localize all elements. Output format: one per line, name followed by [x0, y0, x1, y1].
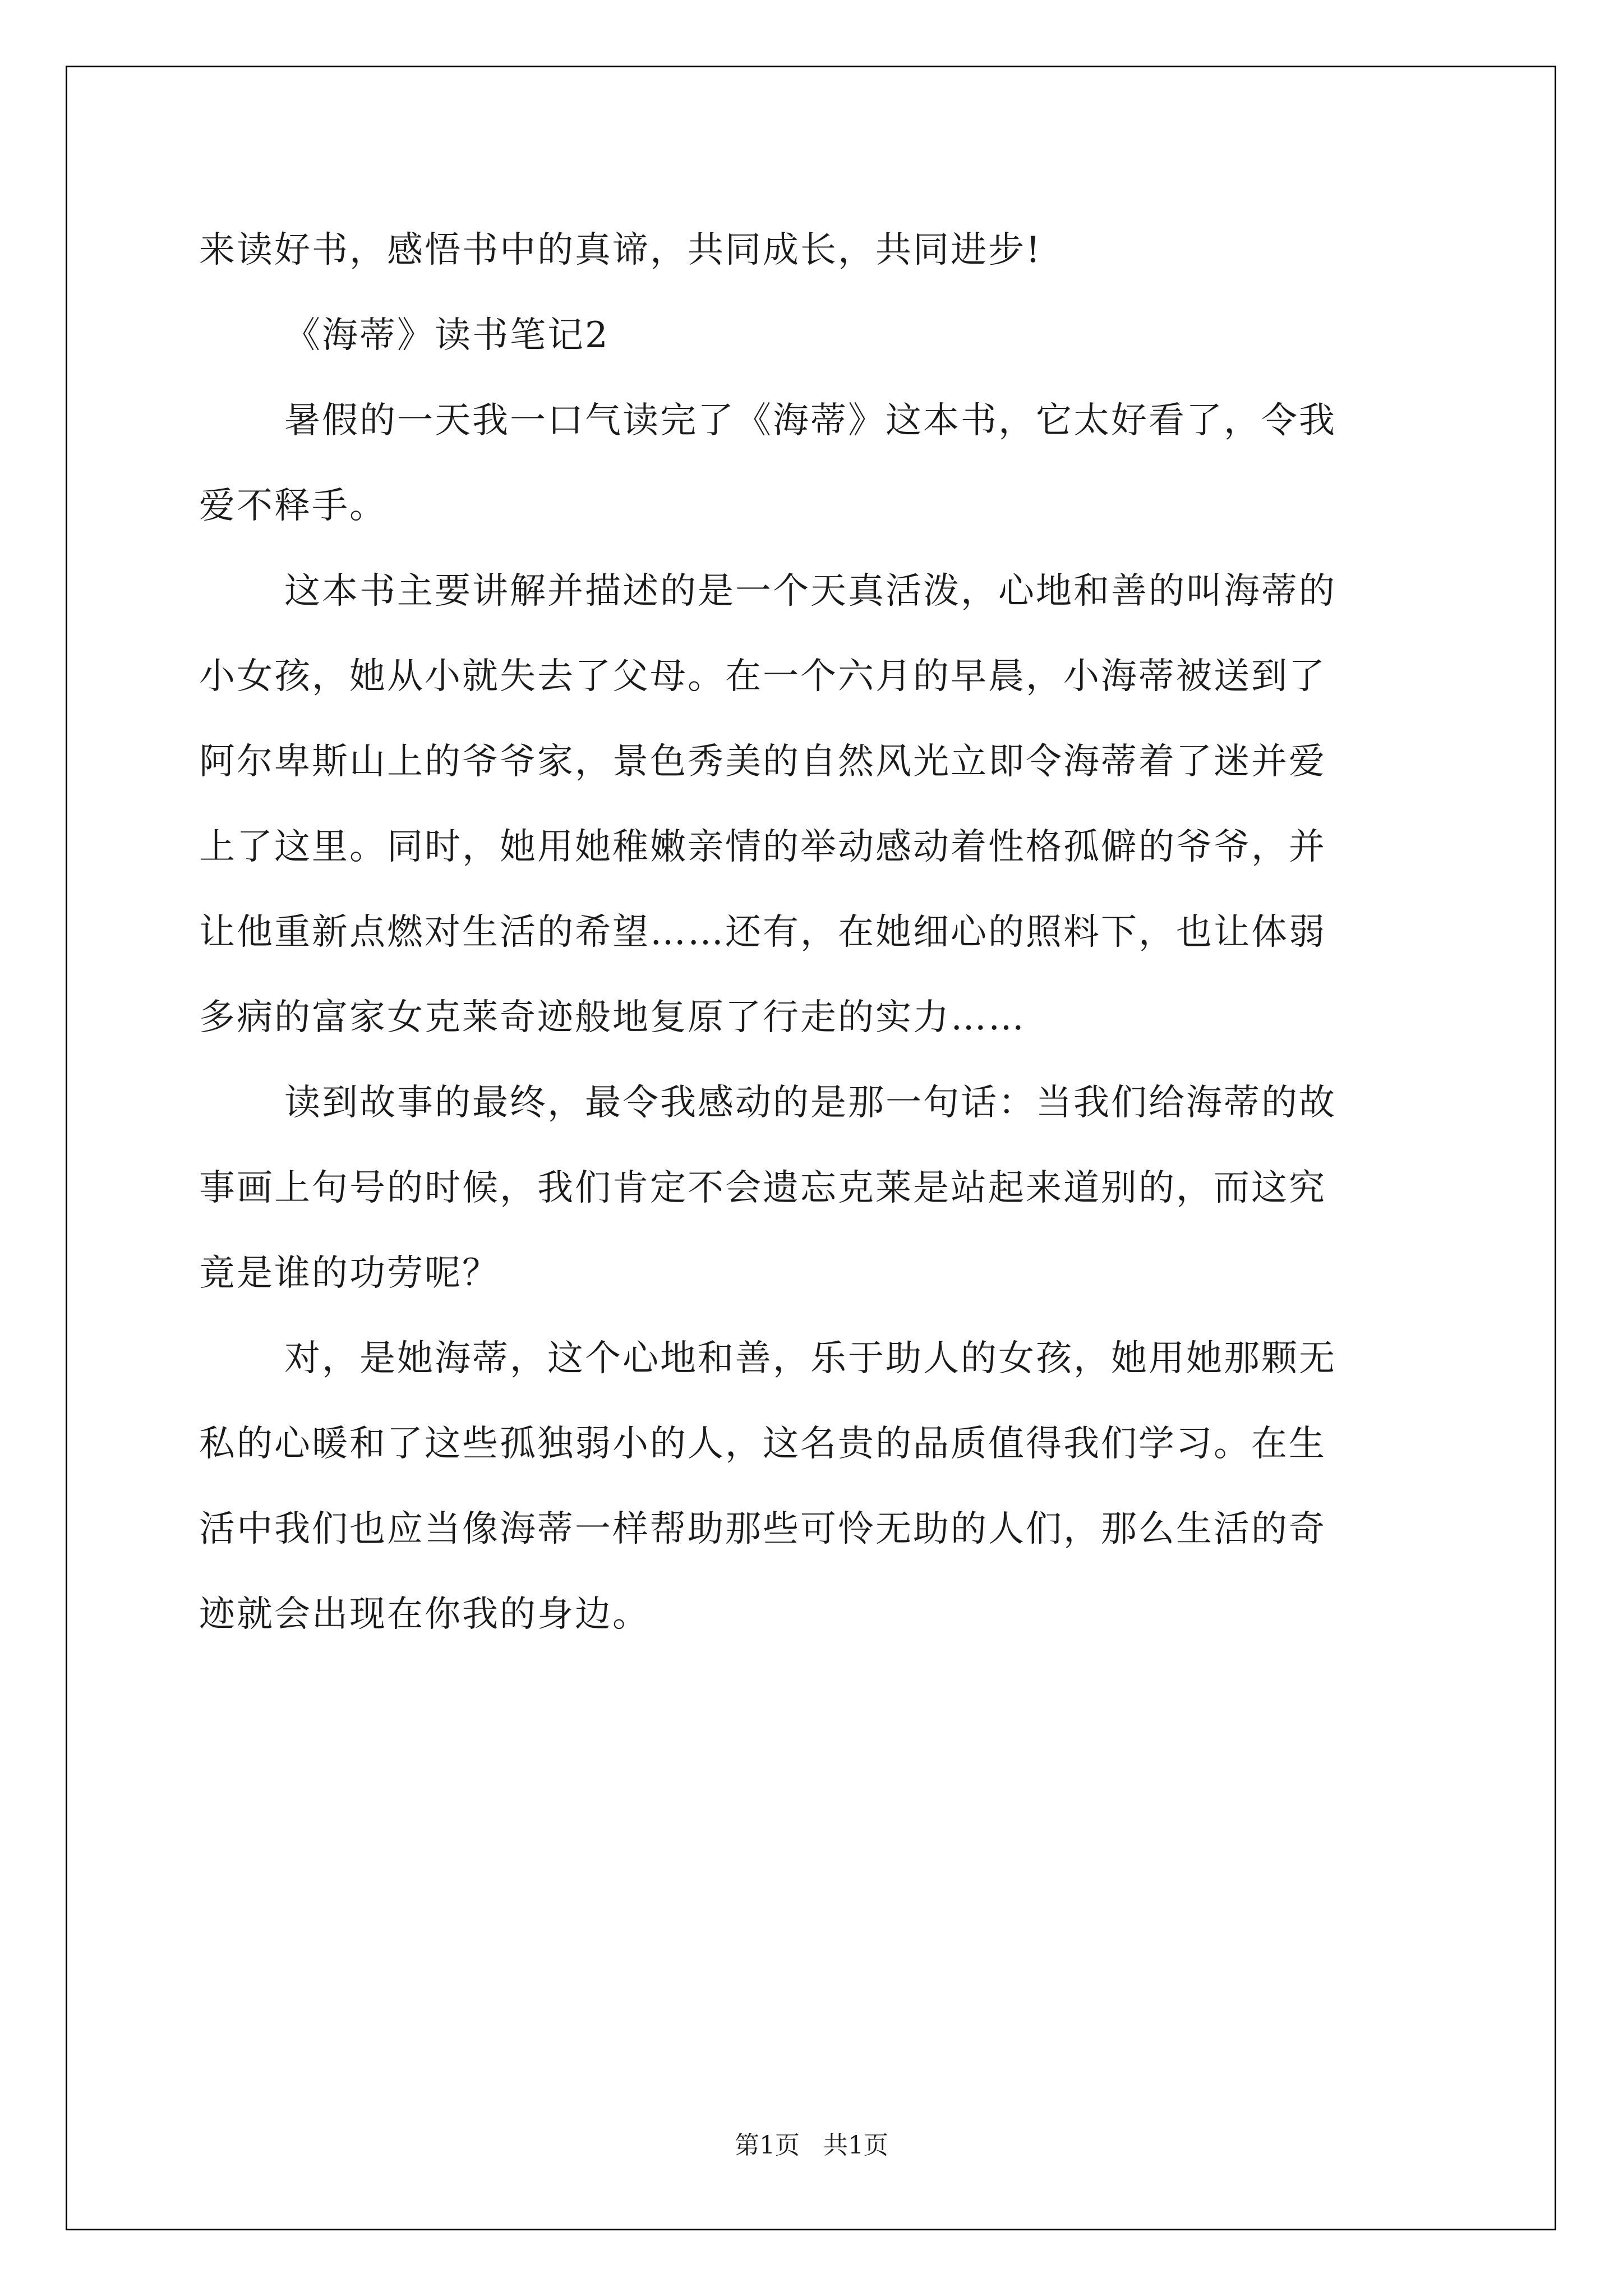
document-body: [199, 208, 1438, 1657]
text-line: 暑假的一天我一口气读完了《海蒂》这本书，它太好看了，令我: [284, 400, 1336, 441]
text-line: 这本书主要讲解并描述的是一个天真活泼，心地和善的叫海蒂的: [284, 570, 1336, 612]
text-line: 爱不释手。: [199, 485, 387, 527]
section-title: 《海蒂》读书笔记2: [284, 315, 610, 356]
text-line: 多病的富家女克莱奇迹般地复原了行走的实力……: [199, 997, 1026, 1038]
page-number: 第1页: [735, 2131, 800, 2160]
text-line: 私的心暖和了这些孤独弱小的人，这名贵的品质值得我们学习。在生: [199, 1423, 1326, 1465]
text-line: 读到故事的最终，最令我感动的是那一句话：当我们给海蒂的故: [284, 1082, 1336, 1124]
text-line: 上了这里。同时，她用她稚嫩亲情的举动感动着性格孤僻的爷爷，并: [199, 826, 1326, 868]
text-line: 对，是她海蒂，这个心地和善，乐于助人的女孩，她用她那颗无: [284, 1338, 1336, 1379]
page-footer: [0, 2129, 1623, 2162]
text-line: 竟是谁的功劳呢？: [199, 1253, 500, 1294]
text-line: 阿尔卑斯山上的爷爷家，景色秀美的自然风光立即令海蒂着了迷并爱: [199, 741, 1326, 783]
text-line: 来读好书，感悟书中的真谛，共同成长，共同进步!: [199, 229, 1042, 271]
text-line: 事画上句号的时候，我们肯定不会遗忘克莱是站起来道别的，而这究: [199, 1167, 1326, 1209]
text-line: 活中我们也应当像海蒂一样帮助那些可怜无助的人们，那么生活的奇: [199, 1508, 1326, 1550]
page-total: 共1页: [823, 2131, 888, 2160]
text-line: 迹就会出现在你我的身边。: [199, 1594, 650, 1635]
text-line: 小女孩，她从小就失去了父母。在一个六月的早晨，小海蒂被送到了: [199, 656, 1326, 697]
text-line: 让他重新点燃对生活的希望……还有，在她细心的照料下，也让体弱: [199, 912, 1326, 953]
